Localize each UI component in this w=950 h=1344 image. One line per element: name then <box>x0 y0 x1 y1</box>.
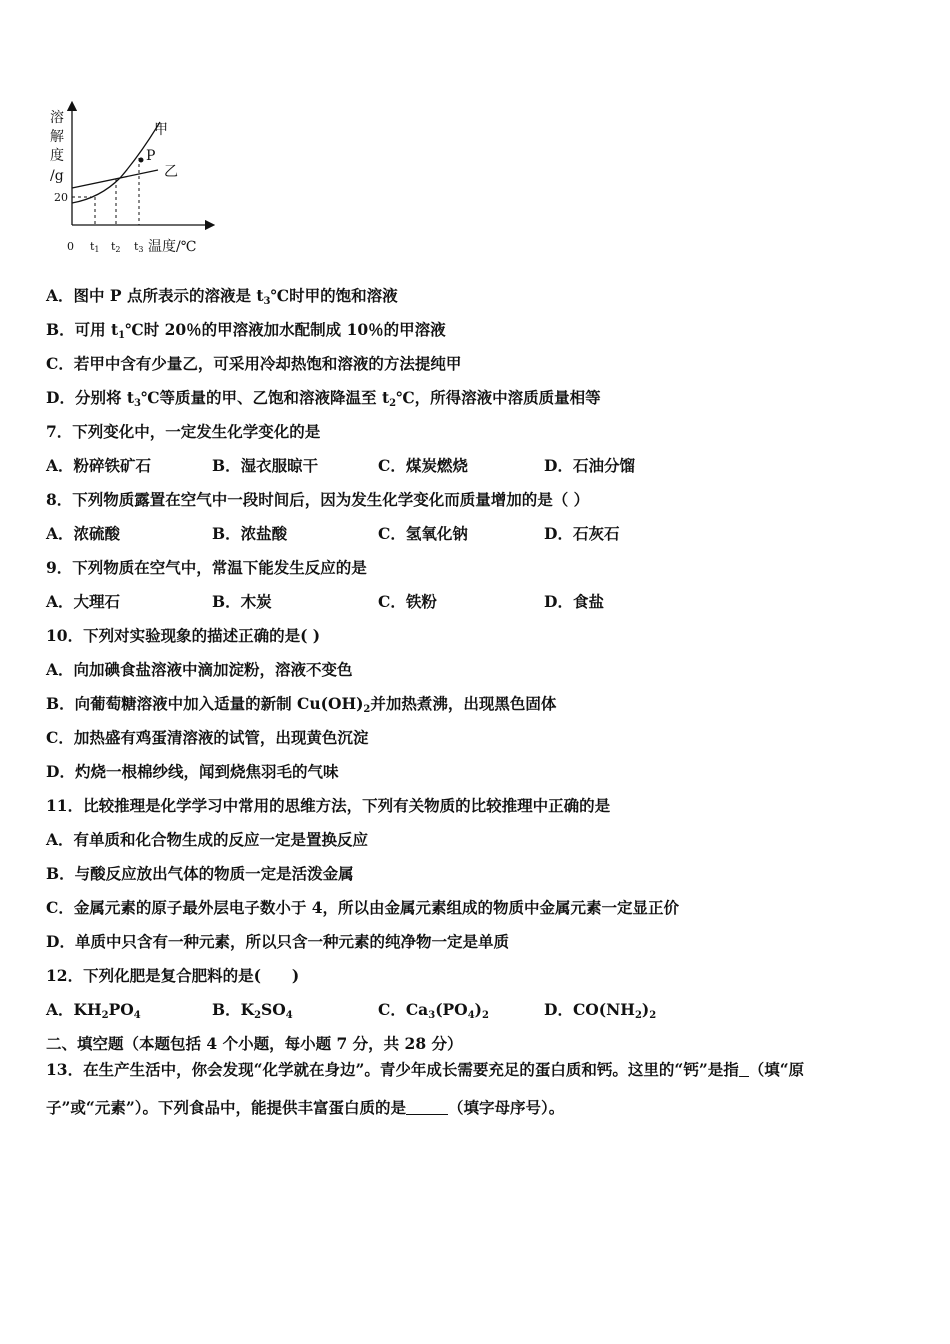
x-tick-t3: t3 <box>134 240 144 254</box>
q13-line2-text: 子”或“元素”）。下列食品中，能提供丰富蛋白质的是 <box>46 1098 406 1117</box>
q12-option-d: D．$CO(NH_2)_2$ <box>544 1000 657 1021</box>
q8-option-b: B．浓盐酸 <box>212 524 288 543</box>
q6-a-text: A．图中 P 点所表示的溶液是 t <box>46 286 264 305</box>
q7-option-d: D．石油分馏 <box>544 456 635 475</box>
q11-option-a: A．有单质和化合物生成的反应一定是置换反应 <box>46 830 369 849</box>
q7-stem: 7．下列变化中，一定发生化学变化的是 <box>46 422 321 441</box>
q7-options <box>46 456 635 476</box>
q9-options <box>46 592 604 612</box>
x-tick-t2: t2 <box>111 240 121 254</box>
x-tick-t1: t1 <box>90 240 100 254</box>
q6-c-text: C．若甲中含有少量乙，可采用冷却热饱和溶液的方法提纯甲 <box>46 354 462 373</box>
curve-yi <box>72 170 158 188</box>
q6-b-text2: ℃时 20％的甲溶液加水配制成 10％的甲溶液 <box>125 320 446 339</box>
q12-option-c: C．$Ca_3(PO_4)_2$ <box>378 1000 489 1021</box>
y-label-char-4: /g <box>50 168 64 184</box>
y-label-char-3: 度 <box>50 148 64 164</box>
curve-yi-label: 乙 <box>164 164 178 180</box>
section-2-heading: 二、填空题（本题包括 4 个小题，每小题 7 分，共 28 分） <box>46 1034 463 1053</box>
q6-d-text3: ℃，所得溶液中溶质质量相等 <box>396 388 601 407</box>
q7-option-c: C．煤炭燃烧 <box>378 456 468 475</box>
q8-option-a: A．浓硫酸 <box>46 524 121 543</box>
q10-b-text: B．向葡萄糖溶液中加入适量的新制 Cu(OH) <box>46 694 364 713</box>
q13-blank-2[interactable] <box>406 1100 448 1115</box>
curve-jia-label: 甲 <box>154 122 168 138</box>
q6-option-d <box>46 388 601 408</box>
q10-option-a: A．向加碘食盐溶液中滴加淀粉，溶液不变色 <box>46 660 353 679</box>
q12-option-b: B．$K_2SO_4$ <box>212 1000 293 1021</box>
q8-option-c: C．氢氧化钠 <box>378 524 468 543</box>
q13-line2-tail: （填字母序号）。 <box>448 1098 565 1117</box>
q13-blank-1[interactable] <box>739 1062 749 1077</box>
q8-options <box>46 524 619 544</box>
q9-stem: 9．下列物质在空气中，常温下能发生反应的是 <box>46 558 367 577</box>
q10-b-sub: 2 <box>363 704 371 715</box>
q11-option-d: D．单质中只含有一种元素，所以只含一种元素的纯净物一定是单质 <box>46 932 509 951</box>
q6-option-a <box>46 286 398 306</box>
q6-a-sub: 3 <box>263 296 271 307</box>
solubility-curve-figure <box>40 100 220 265</box>
point-p <box>139 158 144 163</box>
q7-option-a: A．粉碎铁矿石 <box>46 456 152 475</box>
q6-d-sub: 3 <box>134 398 141 409</box>
q11-option-b: B．与酸反应放出气体的物质一定是活泼金属 <box>46 864 354 883</box>
q6-b-sub: 1 <box>118 330 126 341</box>
x-origin: 0 <box>67 240 74 253</box>
q8-stem: 8．下列物质露置在空气中一段时间后，因为发生化学变化而质量增加的是（ ） <box>46 490 590 509</box>
q13-line1 <box>46 1060 804 1080</box>
q10-option-c: C．加热盛有鸡蛋清溶液的试管，出现黄色沉淀 <box>46 728 369 747</box>
q9-option-b: B．木炭 <box>212 592 272 611</box>
q12-option-a: A．$KH_2PO_4$ <box>46 1000 141 1021</box>
q12-stem: 12．下列化肥是复合肥料的是( ) <box>46 966 300 985</box>
q6-d-sub2: 2 <box>389 398 397 409</box>
q10-option-d: D．灼烧一根棉纱线，闻到烧焦羽毛的气味 <box>46 762 339 781</box>
q6-a-text2: ℃时甲的饱和溶液 <box>270 286 398 305</box>
q13-line1-text: 13．在生产生活中，你会发现“化学就在身边”。青少年成长需要充足的蛋白质和钙。这里的“钙”是指 <box>46 1060 739 1079</box>
q13-line1-tail: （填“原 <box>748 1060 805 1079</box>
q10-b-text2: 并加热煮沸，出现黑色固体 <box>370 694 557 713</box>
q13-line2 <box>46 1098 564 1118</box>
q9-option-c: C．铁粉 <box>378 592 437 611</box>
q6-option-b <box>46 320 446 340</box>
q6-d-text2: ℃等质量的甲、乙饱和溶液降温至 t <box>140 388 390 407</box>
point-p-label: P <box>146 148 156 164</box>
q12-options <box>46 1000 656 1020</box>
y-tick-20: 20 <box>54 191 68 204</box>
q6-d-text: D．分别将 t <box>46 388 134 407</box>
q9-option-d: D．食盐 <box>544 592 604 611</box>
q6-option-c <box>46 354 461 374</box>
q9-option-a: A．大理石 <box>46 592 121 611</box>
q8-option-d: D．石灰石 <box>544 524 620 543</box>
q7-option-b: B．湿衣服晾干 <box>212 456 319 475</box>
q10-stem: 10．下列对实验现象的描述正确的是( ) <box>46 626 321 645</box>
q6-b-text: B．可用 t <box>46 320 119 339</box>
q11-stem: 11．比较推理是化学学习中常用的思维方法，下列有关物质的比较推理中正确的是 <box>46 796 611 815</box>
q11-option-c: C．金属元素的原子最外层电子数小于 4，所以由金属元素组成的物质中金属元素一定显正价 <box>46 898 680 917</box>
q10-option-b <box>46 694 556 714</box>
y-label-char-2: 解 <box>50 129 64 145</box>
y-label-char-1: 溶 <box>50 110 64 126</box>
x-axis-label: 温度/℃ <box>148 239 197 255</box>
